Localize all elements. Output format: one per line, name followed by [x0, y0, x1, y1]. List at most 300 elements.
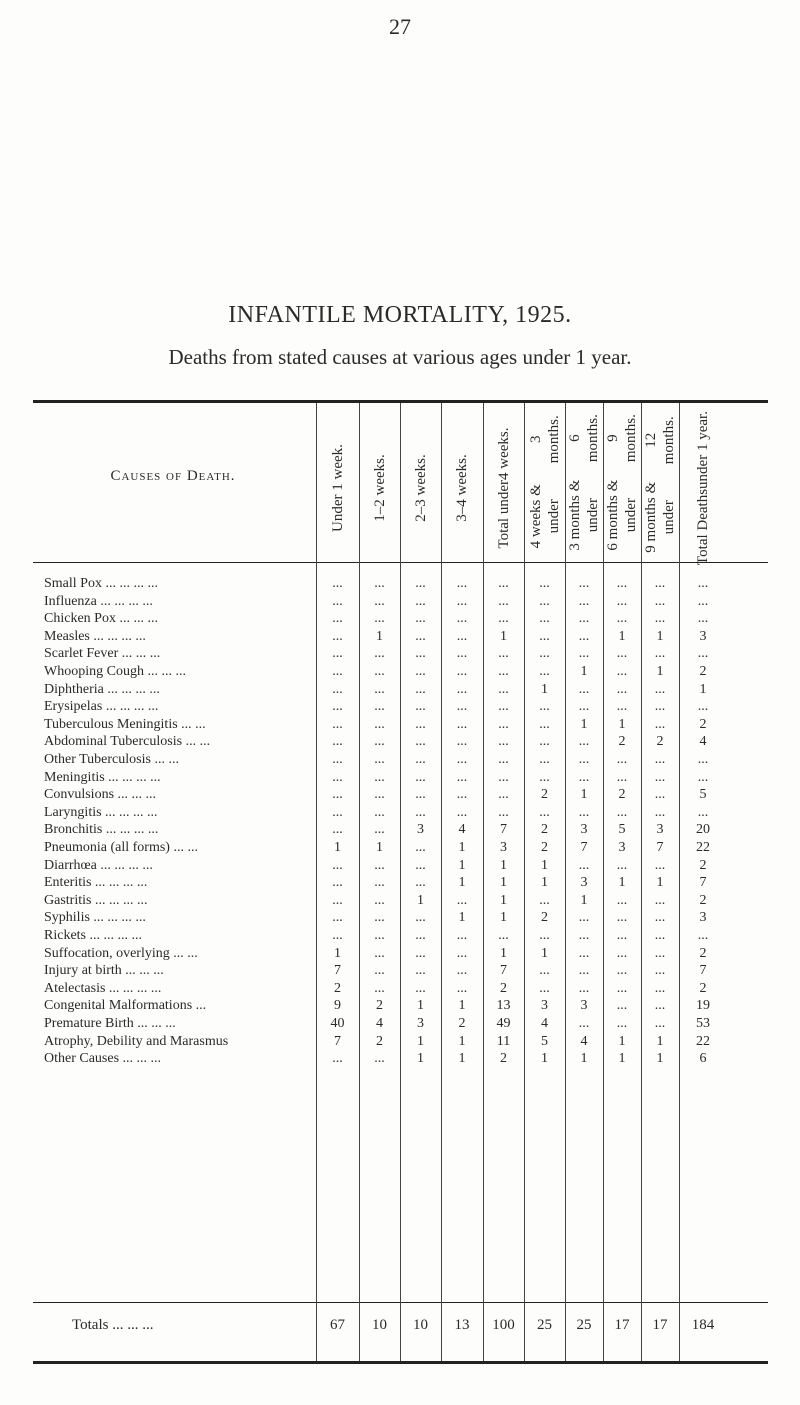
cell-2-3-weeks: ... [415, 981, 426, 996]
cell-1-2-weeks: ... [374, 787, 385, 802]
cell-3-to-6-months: ... [578, 963, 590, 978]
cell-1-2-weeks: 1 [376, 629, 383, 644]
cell-6-to-9-months: 1 [618, 629, 626, 644]
cell-total-under-1-year: ... [697, 646, 709, 661]
cell-1-2-weeks: ... [374, 611, 385, 626]
cell-1-2-weeks: ... [374, 734, 385, 749]
cell-4-weeks-to-3-months: 1 [541, 682, 548, 697]
table-row [0, 839, 800, 856]
column-header-line: 3 months. [527, 415, 562, 464]
column-header-line: 4 weeks & under [527, 484, 562, 549]
cell-4-weeks-to-3-months: 3 [541, 998, 548, 1013]
cell-total-under-4-weeks: 13 [496, 998, 511, 1013]
cell-total-under-4-weeks: 100 [492, 1317, 515, 1333]
cell-3-4-weeks: 1 [458, 910, 466, 925]
column-header-line: 4 weeks. [495, 427, 512, 480]
cell-9-to-12-months: ... [654, 805, 666, 820]
cell-2-3-weeks: ... [415, 770, 426, 785]
cell-2-3-weeks: ... [415, 629, 426, 644]
cell-2-3-weeks: ... [415, 963, 426, 978]
cell-total-under-4-weeks: ... [498, 646, 509, 661]
cause-of-death: Convulsions ... ... ... [44, 787, 157, 802]
column-header-line: 3–4 weeks. [454, 454, 470, 522]
cause-of-death: Meningitis ... ... ... ... [44, 770, 161, 785]
column-header-2-3-weeks [400, 411, 442, 565]
cell-under-1-week: ... [332, 682, 343, 697]
cell-6-to-9-months: 2 [618, 734, 626, 749]
cell-9-to-12-months: ... [654, 946, 666, 961]
table-row [0, 593, 800, 610]
page-number: 27 [389, 14, 411, 39]
table-row [0, 997, 800, 1014]
cell-3-4-weeks: 4 [458, 822, 466, 837]
cell-total-under-4-weeks: ... [498, 805, 509, 820]
cell-1-2-weeks: 4 [376, 1016, 383, 1031]
cell-3-4-weeks: ... [456, 805, 468, 820]
cell-total-under-4-weeks: ... [498, 770, 509, 785]
cell-4-weeks-to-3-months: ... [539, 611, 550, 626]
cell-9-to-12-months: ... [654, 576, 666, 591]
cell-6-to-9-months: 1 [618, 1051, 626, 1066]
cell-2-3-weeks: ... [415, 699, 426, 714]
cell-under-1-week: ... [332, 893, 343, 908]
cell-3-to-6-months: ... [578, 682, 590, 697]
cell-4-weeks-to-3-months: ... [539, 734, 550, 749]
cell-9-to-12-months: ... [654, 752, 666, 767]
cell-under-1-week: ... [332, 576, 343, 591]
column-header-total-under-1-year [682, 411, 724, 565]
cell-1-2-weeks: ... [374, 1051, 385, 1066]
cell-3-to-6-months: ... [578, 699, 590, 714]
cell-9-to-12-months: ... [654, 928, 666, 943]
cause-of-death: Chicken Pox ... ... ... [44, 611, 158, 626]
cell-9-to-12-months: ... [654, 770, 666, 785]
cause-of-death: Laryngitis ... ... ... ... [44, 805, 158, 820]
cause-of-death: Syphilis ... ... ... ... [44, 910, 146, 925]
cell-6-to-9-months: ... [616, 946, 628, 961]
cell-2-3-weeks: ... [415, 946, 426, 961]
cell-total-under-4-weeks: ... [498, 576, 509, 591]
column-header-line: 1–2 weeks. [371, 454, 388, 522]
cell-6-to-9-months: 3 [618, 840, 626, 855]
cell-9-to-12-months: ... [654, 858, 666, 873]
table-row [0, 610, 800, 627]
cell-3-to-6-months: 1 [580, 893, 588, 908]
cell-9-to-12-months: ... [654, 611, 666, 626]
cell-total-under-1-year: 2 [699, 893, 707, 908]
cell-6-to-9-months: ... [616, 752, 628, 767]
cell-3-to-6-months: ... [578, 805, 590, 820]
cell-under-1-week: ... [332, 787, 343, 802]
table-row [0, 1015, 800, 1032]
cell-3-to-6-months: 1 [580, 1051, 588, 1066]
cell-under-1-week: 1 [334, 946, 341, 961]
cell-4-weeks-to-3-months: 2 [541, 910, 548, 925]
cell-total-under-1-year: 2 [699, 664, 707, 679]
table-row [0, 1033, 800, 1050]
cell-total-under-4-weeks: 1 [500, 629, 507, 644]
cell-under-1-week: 67 [330, 1317, 345, 1333]
cell-9-to-12-months: 1 [656, 875, 664, 890]
cell-under-1-week: ... [332, 805, 343, 820]
cell-3-to-6-months: ... [578, 946, 590, 961]
cell-total-under-4-weeks: 49 [496, 1016, 511, 1031]
causes-header: Causes of Death. [110, 468, 236, 484]
cell-3-4-weeks: 13 [454, 1317, 470, 1333]
cell-2-3-weeks: ... [415, 594, 426, 609]
cell-6-to-9-months: ... [616, 611, 628, 626]
cell-total-under-4-weeks: 11 [496, 1034, 511, 1049]
cell-3-to-6-months: ... [578, 611, 590, 626]
cell-total-under-4-weeks: 1 [500, 893, 507, 908]
cell-total-under-4-weeks: 1 [500, 875, 507, 890]
column-header-line: 9 months. [605, 414, 639, 463]
cell-under-1-week: ... [332, 717, 343, 732]
cell-4-weeks-to-3-months: 1 [541, 1051, 548, 1066]
cell-total-under-4-weeks: ... [498, 928, 509, 943]
cell-4-weeks-to-3-months: 2 [541, 822, 548, 837]
cell-total-under-1-year: 7 [699, 875, 707, 890]
cell-3-4-weeks: 1 [458, 840, 466, 855]
cell-total-under-1-year: 184 [691, 1317, 715, 1333]
cell-3-to-6-months: 3 [580, 998, 588, 1013]
cell-under-1-week: ... [332, 1051, 343, 1066]
cell-1-2-weeks: 2 [376, 1034, 383, 1049]
cell-3-4-weeks: ... [456, 682, 468, 697]
cell-total-under-1-year: 2 [699, 946, 707, 961]
cell-1-2-weeks: ... [374, 946, 385, 961]
cell-6-to-9-months: ... [616, 770, 628, 785]
cell-under-1-week: 2 [334, 981, 341, 996]
cell-3-4-weeks: ... [456, 594, 468, 609]
cell-total-under-4-weeks: ... [498, 752, 509, 767]
column-header-line: 6 months & under [605, 479, 639, 551]
cell-6-to-9-months: ... [616, 1016, 628, 1031]
cell-6-to-9-months: 1 [618, 875, 626, 890]
cause-of-death: Atelectasis ... ... ... ... [44, 981, 162, 996]
cell-6-to-9-months: ... [616, 963, 628, 978]
cell-4-weeks-to-3-months: ... [539, 928, 550, 943]
cell-2-3-weeks: ... [415, 682, 426, 697]
cause-of-death: Diphtheria ... ... ... ... [44, 682, 160, 697]
cell-6-to-9-months: ... [616, 981, 628, 996]
cell-3-to-6-months: 7 [580, 840, 588, 855]
cell-total-under-1-year: 4 [699, 734, 707, 749]
cell-9-to-12-months: 1 [656, 629, 664, 644]
column-header-line: Under 1 week. [329, 444, 346, 532]
cell-2-3-weeks: 3 [417, 822, 424, 837]
cell-total-under-1-year: ... [697, 594, 709, 609]
table-row [0, 962, 800, 979]
cell-under-1-week: ... [332, 770, 343, 785]
cell-2-3-weeks: ... [415, 875, 426, 890]
cell-under-1-week: ... [332, 822, 343, 837]
cell-2-3-weeks: 3 [417, 1016, 424, 1031]
column-header-9-to-12-months [639, 411, 681, 565]
cell-1-2-weeks: ... [374, 893, 385, 908]
cell-total-under-1-year: ... [697, 805, 709, 820]
cell-6-to-9-months: ... [616, 646, 628, 661]
cell-6-to-9-months: ... [616, 699, 628, 714]
column-header-line: Total Deaths [695, 488, 711, 565]
cell-under-1-week: ... [332, 858, 343, 873]
cell-under-1-week: ... [332, 752, 343, 767]
cause-of-death: Abdominal Tuberculosis ... ... [44, 734, 211, 749]
cell-4-weeks-to-3-months: ... [539, 752, 550, 767]
cell-total-under-4-weeks: ... [498, 611, 509, 626]
table-row [0, 892, 800, 909]
table-row [0, 769, 800, 786]
cell-9-to-12-months: ... [654, 893, 666, 908]
cell-total-under-4-weeks: ... [498, 717, 509, 732]
cell-9-to-12-months: ... [654, 981, 666, 996]
cell-total-under-1-year: 7 [699, 963, 707, 978]
cell-1-2-weeks: ... [374, 928, 385, 943]
cell-total-under-4-weeks: 2 [500, 1051, 507, 1066]
cell-under-1-week: 40 [330, 1016, 345, 1031]
table-row [0, 751, 800, 768]
cell-under-1-week: 7 [334, 1034, 341, 1049]
cell-9-to-12-months: ... [654, 910, 666, 925]
column-header-6-to-9-months [601, 411, 643, 565]
cell-6-to-9-months: 2 [618, 787, 626, 802]
cell-1-2-weeks: 10 [372, 1317, 387, 1333]
table-row [0, 1050, 800, 1067]
cell-2-3-weeks: ... [415, 576, 426, 591]
cause-of-death: Diarrhœa ... ... ... ... [44, 858, 153, 873]
cell-under-1-week: ... [332, 594, 343, 609]
cell-under-1-week: ... [332, 611, 343, 626]
cell-3-4-weeks: ... [456, 629, 468, 644]
cell-total-under-1-year: 53 [696, 1016, 710, 1031]
cell-total-under-4-weeks: 3 [500, 840, 507, 855]
table-row [0, 575, 800, 592]
page-title: INFANTILE MORTALITY, 1925. [228, 302, 572, 328]
cell-3-4-weeks: ... [456, 981, 468, 996]
cell-3-to-6-months: ... [578, 858, 590, 873]
table-row [0, 980, 800, 997]
cell-total-under-1-year: ... [697, 752, 709, 767]
cause-of-death: Injury at birth ... ... ... [44, 963, 164, 978]
table-row [0, 857, 800, 874]
cell-under-1-week: ... [332, 699, 343, 714]
cell-3-4-weeks: ... [456, 646, 468, 661]
cell-2-3-weeks: ... [415, 611, 426, 626]
cell-3-to-6-months: ... [578, 752, 590, 767]
cell-under-1-week: ... [332, 629, 343, 644]
cell-6-to-9-months: ... [616, 682, 628, 697]
cell-3-to-6-months: 4 [580, 1034, 588, 1049]
cell-9-to-12-months: ... [654, 682, 666, 697]
cell-total-under-4-weeks: ... [498, 664, 509, 679]
column-header-under-1-week [317, 411, 359, 565]
column-header-line: 3 months & under [567, 479, 601, 551]
cell-total-under-1-year: 3 [699, 910, 707, 925]
cell-6-to-9-months: 1 [618, 717, 626, 732]
cell-3-4-weeks: ... [456, 611, 468, 626]
cell-3-4-weeks: 1 [458, 858, 466, 873]
cell-1-2-weeks: ... [374, 805, 385, 820]
cell-total-under-4-weeks: ... [498, 734, 509, 749]
cell-3-to-6-months: 1 [580, 787, 588, 802]
cell-3-4-weeks: ... [456, 893, 468, 908]
cell-3-4-weeks: ... [456, 770, 468, 785]
cell-4-weeks-to-3-months: ... [539, 770, 550, 785]
cell-total-under-1-year: 3 [699, 629, 707, 644]
cell-9-to-12-months: ... [654, 594, 666, 609]
cell-6-to-9-months: ... [616, 594, 628, 609]
cause-of-death: Rickets ... ... ... ... [44, 928, 142, 943]
table-row [0, 821, 800, 838]
table-row [0, 927, 800, 944]
cell-1-2-weeks: ... [374, 910, 385, 925]
cell-total-under-4-weeks: 1 [500, 858, 507, 873]
cell-4-weeks-to-3-months: ... [539, 629, 550, 644]
cell-3-4-weeks: ... [456, 576, 468, 591]
cell-2-3-weeks: ... [415, 858, 426, 873]
cell-6-to-9-months: ... [616, 664, 628, 679]
column-header-3-to-6-months [563, 411, 605, 565]
cell-1-2-weeks: ... [374, 981, 385, 996]
cell-2-3-weeks: 10 [413, 1317, 428, 1333]
cell-3-4-weeks: 1 [458, 875, 466, 890]
cell-4-weeks-to-3-months: ... [539, 963, 550, 978]
cause-of-death: Bronchitis ... ... ... ... [44, 822, 159, 837]
table-row [0, 628, 800, 645]
cell-6-to-9-months: ... [616, 805, 628, 820]
cell-4-weeks-to-3-months: ... [539, 576, 550, 591]
cell-9-to-12-months: 1 [656, 664, 664, 679]
cell-3-4-weeks: ... [456, 717, 468, 732]
cell-2-3-weeks: 1 [417, 1051, 424, 1066]
cell-3-to-6-months: ... [578, 770, 590, 785]
cell-3-to-6-months: ... [578, 910, 590, 925]
cell-total-under-4-weeks: ... [498, 699, 509, 714]
cause-of-death: Tuberculous Meningitis ... ... [44, 717, 206, 732]
cell-2-3-weeks: ... [415, 928, 426, 943]
cell-total-under-4-weeks: 1 [500, 910, 507, 925]
cell-3-4-weeks: ... [456, 734, 468, 749]
cause-of-death: Measles ... ... ... ... [44, 629, 146, 644]
cell-1-2-weeks: ... [374, 646, 385, 661]
cell-9-to-12-months: ... [654, 699, 666, 714]
cell-1-2-weeks: ... [374, 594, 385, 609]
cell-9-to-12-months: 3 [656, 822, 664, 837]
cell-under-1-week: ... [332, 910, 343, 925]
cell-9-to-12-months: ... [654, 717, 666, 732]
cell-total-under-4-weeks: ... [498, 682, 509, 697]
column-header-3-4-weeks [441, 411, 483, 565]
cell-6-to-9-months: 17 [614, 1317, 630, 1333]
cause-of-death: Enteritis ... ... ... ... [44, 875, 148, 890]
cell-3-4-weeks: ... [456, 787, 468, 802]
cell-1-2-weeks: ... [374, 822, 385, 837]
cause-of-death: Other Causes ... ... ... [44, 1051, 162, 1066]
cell-total-under-1-year: 2 [699, 858, 707, 873]
cell-4-weeks-to-3-months: 1 [541, 875, 548, 890]
cell-9-to-12-months: 7 [656, 840, 664, 855]
table-row [0, 945, 800, 962]
cell-total-under-4-weeks: ... [498, 787, 509, 802]
column-header-line: 6 months. [567, 414, 601, 463]
column-header-line: 2–3 weeks. [412, 454, 429, 522]
cell-6-to-9-months: 1 [618, 1034, 626, 1049]
cell-total-under-1-year: 2 [699, 981, 707, 996]
cell-4-weeks-to-3-months: 25 [537, 1317, 552, 1333]
table-bottom-rule [33, 1361, 768, 1364]
cell-2-3-weeks: 1 [417, 893, 424, 908]
cell-total-under-1-year: 22 [696, 840, 710, 855]
cell-4-weeks-to-3-months: 5 [541, 1034, 548, 1049]
cell-total-under-4-weeks: 2 [500, 981, 507, 996]
cell-4-weeks-to-3-months: ... [539, 717, 550, 732]
cell-total-under-1-year: 2 [699, 717, 707, 732]
cell-3-4-weeks: ... [456, 699, 468, 714]
cell-3-to-6-months: ... [578, 646, 590, 661]
cell-9-to-12-months: 1 [656, 1034, 664, 1049]
cell-total-under-1-year: 20 [696, 822, 710, 837]
table-row [0, 716, 800, 733]
cell-under-1-week: ... [332, 646, 343, 661]
cell-2-3-weeks: 1 [417, 998, 424, 1013]
cell-1-2-weeks: ... [374, 875, 385, 890]
cell-6-to-9-months: ... [616, 910, 628, 925]
cause-of-death: Influenza ... ... ... ... [44, 594, 153, 609]
cell-1-2-weeks: ... [374, 963, 385, 978]
cell-4-weeks-to-3-months: 1 [541, 946, 548, 961]
cell-1-2-weeks: ... [374, 699, 385, 714]
cell-1-2-weeks: ... [374, 858, 385, 873]
cell-2-3-weeks: ... [415, 805, 426, 820]
table-row [0, 786, 800, 803]
cell-3-to-6-months: 3 [580, 822, 588, 837]
cell-3-to-6-months: ... [578, 576, 590, 591]
page-subtitle: Deaths from stated causes at various ages under 1 year. [168, 345, 632, 369]
cell-4-weeks-to-3-months: ... [539, 981, 550, 996]
cell-9-to-12-months: ... [654, 787, 666, 802]
cell-total-under-1-year: 22 [696, 1034, 710, 1049]
table-row [0, 909, 800, 926]
cell-9-to-12-months: ... [654, 646, 666, 661]
totals-label: Totals ... ... ... [72, 1317, 154, 1333]
cell-under-1-week: 7 [334, 963, 341, 978]
cell-9-to-12-months: ... [654, 1016, 666, 1031]
cell-1-2-weeks: ... [374, 752, 385, 767]
cell-2-3-weeks: ... [415, 646, 426, 661]
cell-3-to-6-months: ... [578, 981, 590, 996]
cause-of-death: Congenital Malformations ... [44, 998, 207, 1013]
cell-2-3-weeks: ... [415, 752, 426, 767]
column-header-line: under 1 year. [695, 411, 711, 489]
cell-3-4-weeks: ... [456, 752, 468, 767]
cell-3-to-6-months: 3 [580, 875, 588, 890]
column-header-4-weeks-to-3-months [524, 411, 566, 565]
cause-of-death: Other Tuberculosis ... ... [44, 752, 179, 767]
cell-6-to-9-months: ... [616, 893, 628, 908]
cell-4-weeks-to-3-months: ... [539, 893, 550, 908]
cell-3-4-weeks: 2 [458, 1016, 466, 1031]
cell-3-4-weeks: 1 [458, 1051, 466, 1066]
cell-3-to-6-months: ... [578, 629, 590, 644]
cell-3-4-weeks: ... [456, 946, 468, 961]
cause-of-death: Whooping Cough ... ... ... [44, 664, 186, 679]
cell-under-1-week: ... [332, 664, 343, 679]
cell-4-weeks-to-3-months: ... [539, 594, 550, 609]
cell-4-weeks-to-3-months: 1 [541, 858, 548, 873]
cell-under-1-week: 1 [334, 840, 341, 855]
cell-4-weeks-to-3-months: ... [539, 664, 550, 679]
cell-3-to-6-months: ... [578, 734, 590, 749]
